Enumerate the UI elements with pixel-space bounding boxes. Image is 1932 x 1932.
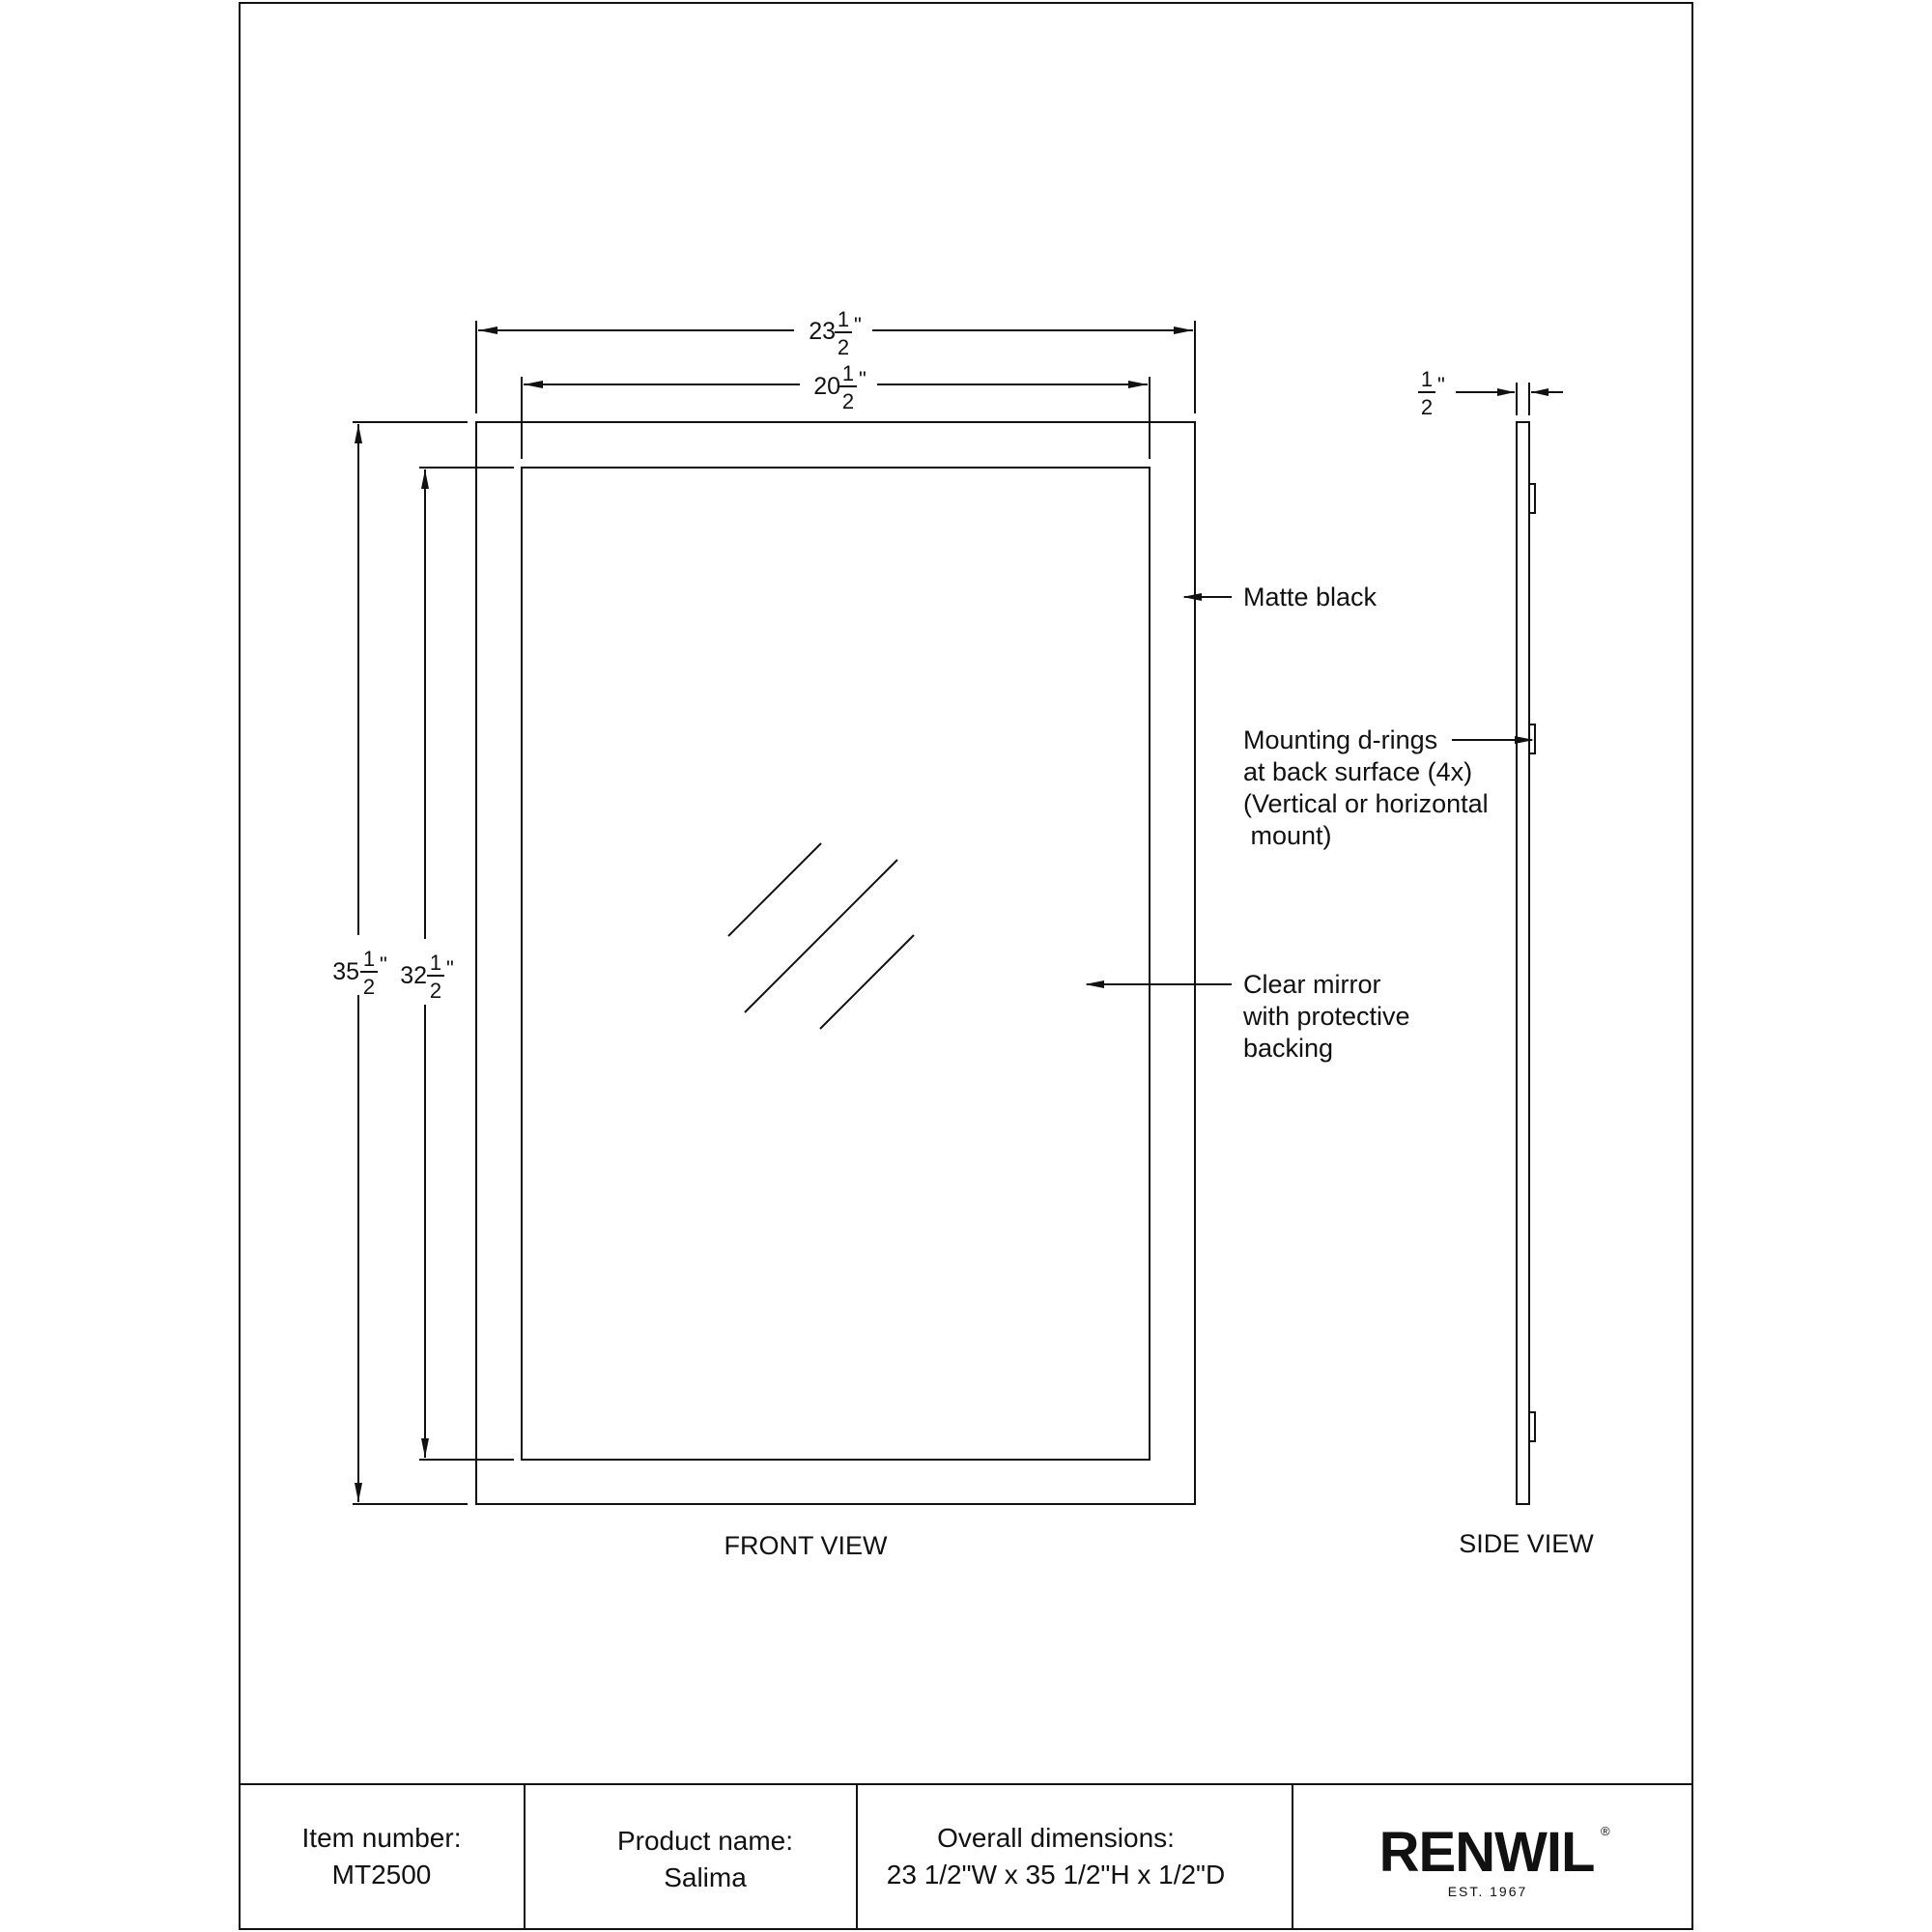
- item-number-label: Item number:: [301, 1823, 462, 1853]
- inner-height-whole: 32: [400, 962, 427, 989]
- callout-frame: [1182, 582, 1378, 611]
- overall-dimensions-value: 23 1/2"W x 35 1/2"H x 1/2"D: [886, 1860, 1226, 1889]
- callout-mirror-line-3: backing: [1243, 1034, 1334, 1063]
- front-view: [476, 422, 1195, 1504]
- inner-width-denominator: 2: [841, 389, 855, 413]
- depth-denominator: 2: [1420, 395, 1434, 419]
- outer-height-whole: 35: [332, 958, 359, 985]
- sheet-border: [240, 3, 1692, 1929]
- logo-brand: RENWIL: [1378, 1821, 1595, 1884]
- side-view: [1517, 422, 1535, 1504]
- depth-unit: ": [1437, 373, 1445, 397]
- callout-mounting-line-3: (Vertical or horizontal: [1243, 789, 1489, 818]
- side-view-label: SIDE VIEW: [1459, 1529, 1594, 1558]
- outer-height-denominator: 2: [362, 975, 376, 999]
- callout-mirror: [1085, 970, 1410, 1063]
- product-name-value: Salima: [664, 1862, 747, 1892]
- outer-width-unit: ": [854, 313, 862, 337]
- callout-mirror-line-1: Clear mirror: [1243, 970, 1381, 999]
- logo-registered: ®: [1601, 1824, 1610, 1838]
- logo-tagline: EST. 1967: [1447, 1884, 1528, 1899]
- renwil-logo: [1379, 1821, 1610, 1899]
- inner-height-unit: ": [446, 956, 454, 980]
- glass-reflection-marks: [728, 843, 914, 1029]
- inner-width-whole: 20: [813, 373, 840, 400]
- outer-width-whole: 23: [809, 318, 836, 345]
- d-ring-bottom: [1529, 1412, 1535, 1441]
- inner-height-denominator: 2: [429, 979, 442, 1003]
- callout-mounting: [1243, 725, 1534, 850]
- overall-dimensions-label: Overall dimensions:: [937, 1823, 1175, 1853]
- callout-mounting-line-2: at back surface (4x): [1243, 757, 1473, 786]
- side-profile: [1517, 422, 1529, 1504]
- mirror-frame-outline: [476, 422, 1195, 1504]
- callout-mounting-line-4: mount): [1243, 821, 1332, 850]
- product-name-label: Product name:: [616, 1826, 794, 1856]
- front-view-label: FRONT VIEW: [724, 1531, 888, 1560]
- dimension-depth: [1418, 367, 1563, 419]
- outer-height-numerator: 1: [362, 947, 376, 971]
- depth-numerator: 1: [1420, 367, 1434, 391]
- mirror-glass-outline: [522, 468, 1150, 1460]
- dimension-inner-height: [400, 468, 514, 1460]
- inner-width-numerator: 1: [841, 361, 855, 385]
- inner-height-numerator: 1: [429, 951, 442, 975]
- d-ring-top: [1529, 484, 1535, 513]
- callout-mounting-line-1: Mounting d-rings: [1243, 725, 1438, 754]
- outer-width-denominator: 2: [837, 335, 850, 359]
- outer-height-unit: ": [380, 952, 387, 977]
- inner-width-unit: ": [859, 367, 867, 391]
- callout-mirror-line-2: with protective: [1243, 1002, 1410, 1031]
- callout-frame-line-1: Matte black: [1243, 582, 1378, 611]
- outer-width-numerator: 1: [837, 307, 850, 331]
- item-number-value: MT2500: [331, 1860, 432, 1889]
- dimension-inner-width: [522, 361, 1150, 459]
